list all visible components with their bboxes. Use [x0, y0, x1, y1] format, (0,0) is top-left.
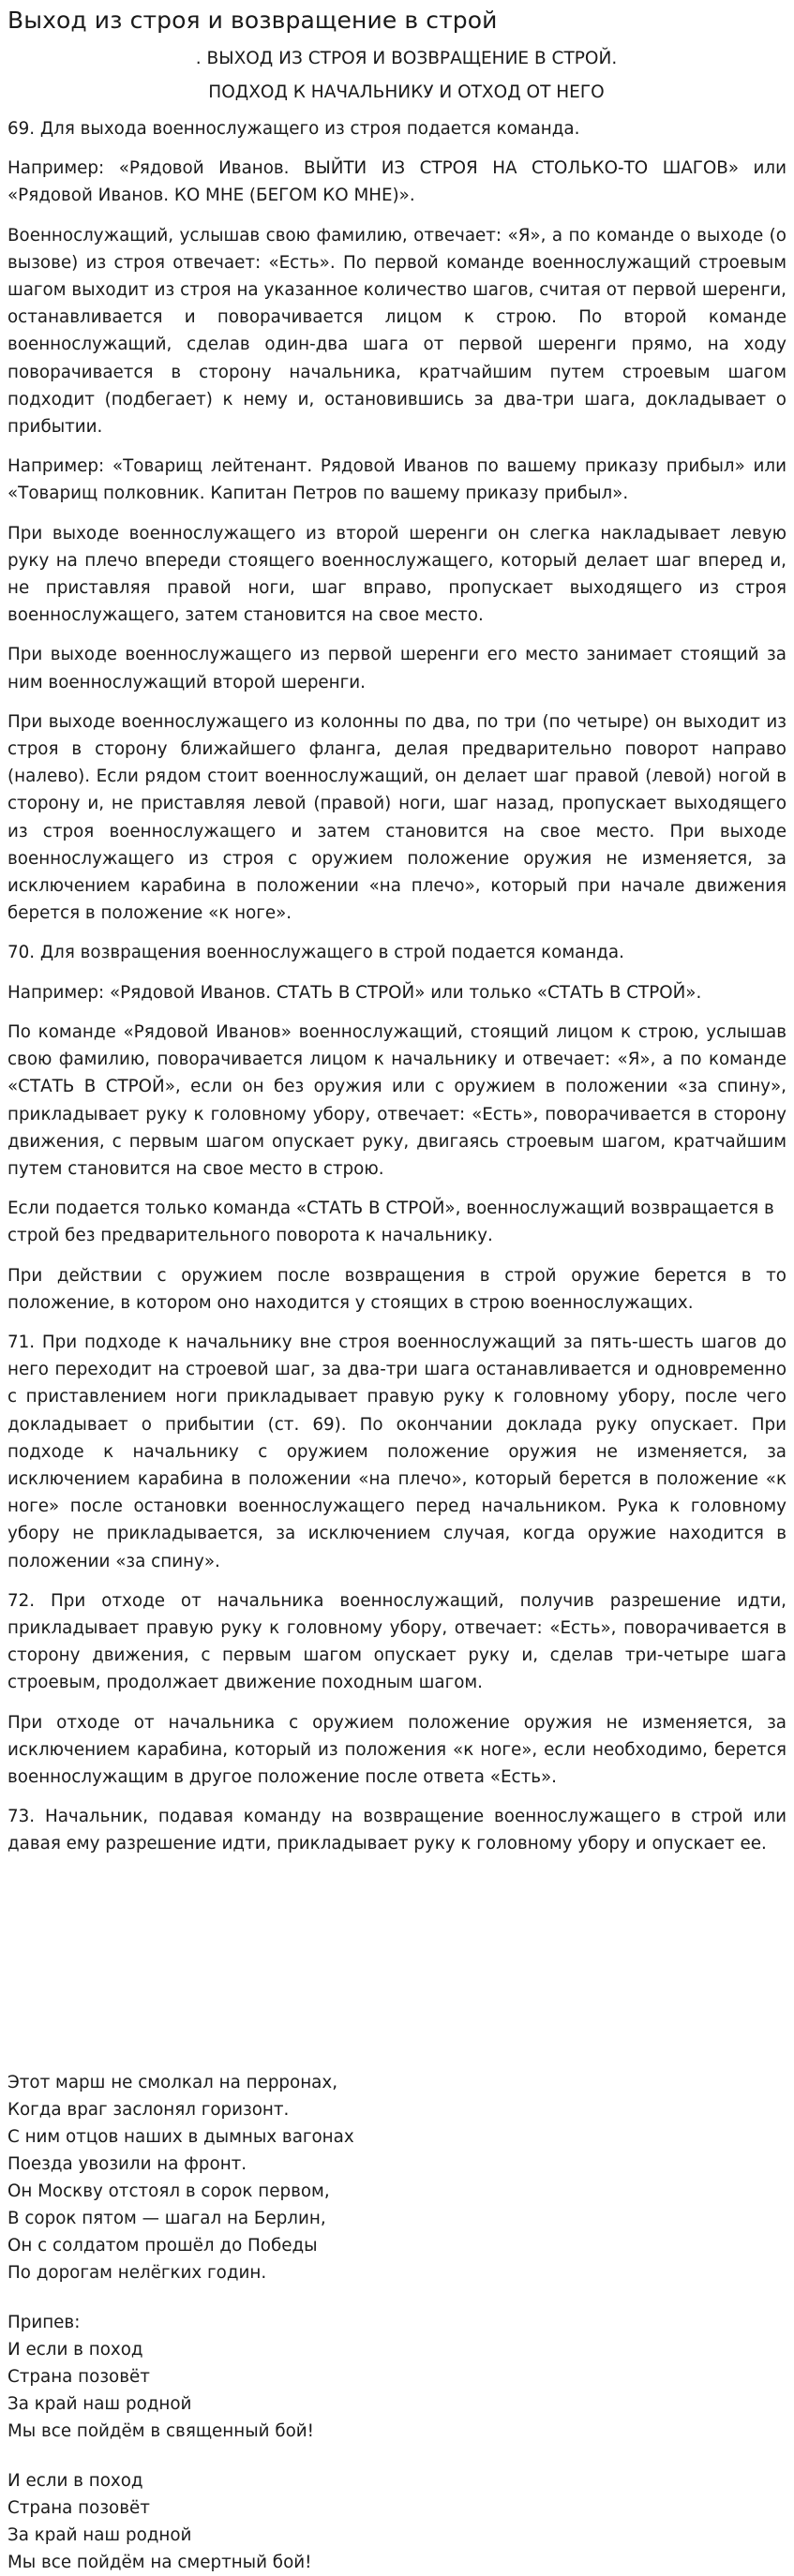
paragraph: При выходе военнослужащего из первой шеренги его место занимает стоящий за ним военнослужащий второй шеренги. — [7, 645, 787, 692]
lyric-line: За край наш родной — [7, 2393, 192, 2414]
lyric-line: И если в поход — [7, 2339, 143, 2360]
paragraph-69-intro: 69. Для выхода военнослужащего из строя подается команда. — [7, 119, 580, 139]
paragraph-example-3: Например: «Рядовой Иванов. СТАТЬ В СТРОЙ» или только «СТАТЬ В СТРОЙ». — [7, 982, 702, 1003]
lyric-line: Этот марш не смолкал на перронах, — [7, 2072, 338, 2092]
lyric-line: Страна позовёт — [7, 2366, 150, 2387]
paragraph-example-2: Например: «Товарищ лейтенант. Рядовой Иванов по вашему приказу прибыл» или «Товарищ полковник. Капитан Петров по вашему приказу прибыл». — [7, 456, 787, 504]
lyric-line: Он Москву отстоял в сорок первом, — [7, 2181, 330, 2201]
lyric-line: С ним отцов наших в дымных вагонах — [7, 2126, 354, 2147]
lyric-line: В сорок пятом — шагал на Берлин, — [7, 2208, 326, 2228]
paragraph: При действии с оружием после возвращения в строй оружие берется в то положение, в котором оно находится у стоящих в строю военнослужащих. — [7, 1265, 787, 1313]
lyric-line: Поезда увозили на фронт. — [7, 2153, 247, 2174]
lyric-line: По дорогам нелёгких годин. — [7, 2262, 267, 2283]
lyric-line: И если в поход — [7, 2470, 143, 2491]
paragraph: При отходе от начальника с оружием положение оружия не изменяется, за исключением карабина, который из положения «к ноге», если необходимо, берется военнослужащим в другое положение после ответа «Есть». — [7, 1712, 787, 1787]
lyric-line: Он с солдатом прошёл до Победы — [7, 2235, 318, 2256]
lyric-line: Страна позовёт — [7, 2497, 150, 2518]
paragraph: При выходе военнослужащего из колонны по два, по три (по четыре) он выходит из строя в сторону ближайшего фланга, делая предварительно поворот направо (налево). Если рядом стоит военнослужащий, он делает шаг правой (левой) ногой в сторону и, не приставляя левой (правой) ноги, шаг назад, пропускает выходящего из строя военнослужащего и затем становится на свое место. При выходе военнослужащего из строя с оружием положение оружия не изменяется, за исключением карабина в положении «на плечо», который при начале движения берется в положение «к ноге». — [7, 711, 787, 924]
chorus-label: Припев: — [7, 2312, 81, 2332]
document-body — [7, 115, 787, 1858]
paragraph-example-1: Например: «Рядовой Иванов. ВЫЙТИ ИЗ СТРОЯ НА СТОЛЬКО-ТО ШАГОВ» или «Рядовой Иванов. КО МНЕ (БЕГОМ КО МНЕ)». — [7, 158, 787, 206]
paragraph: При выходе военнослужащего из второй шеренги он слегка накладывает левую руку на плечо впереди стоящего военнослужащего, который делает шаг вперед и, не приставляя правой ноги, шаг вправо, пропускает выходящего из строя военнослужащего, затем становится на свое место. — [7, 523, 787, 626]
document-title: Выход из строя и возвращение в строй — [7, 7, 498, 34]
paragraph: Военнослужащий, услышав свою фамилию, отвечает: «Я», а по команде о выходе (о вызове) из строя отвечает: «Есть». По первой команде военнослужащий строевым шагом выходит из строя на указанное количество шагов, считая от первой шеренги, останавливается и поворачивается лицом к строю. По второй команде военнослужащий, сделав один-два шага от первой шеренги прямо, на ходу поворачивается в сторону начальника, кратчайшим путем строевым шагом подходит (подбегает) к нему и, остановившись за два-три шага, докладывает о прибытии. — [7, 225, 787, 438]
section-subheading-1: . ВЫХОД ИЗ СТРОЯ И ВОЗВРАЩЕНИЕ В СТРОЙ. — [195, 49, 618, 68]
paragraph: По команде «Рядовой Иванов» военнослужащий, стоящий лицом к строю, услышав свою фамилию, поворачивается лицом к начальнику и отвечает: «Я», а по команде «СТАТЬ В СТРОЙ», если он без оружия или с оружием в положении «за спину», прикладывает руку к головному убору, отвечает: «Есть», поворачивается в сторону движения, с первым шагом опускает руку, двигаясь строевым шагом, кратчайшим путем становится на свое место в строю. — [7, 1021, 787, 1179]
chorus-stanza-2 — [7, 2467, 787, 2576]
section-subheading-2: ПОДХОД К НАЧАЛЬНИКУ И ОТХОД ОТ НЕГО — [208, 82, 605, 102]
paragraph-73: 73. Начальник, подавая команду на возвращение военнослужащего в строй или давая ему разрешение идти, прикладывает руку к головному убору и опускает ее. — [7, 1807, 787, 1854]
blank-space — [7, 1870, 787, 2069]
chorus-stanza-1 — [7, 2309, 787, 2445]
lyric-line: Когда враг заслонял горизонт. — [7, 2099, 290, 2120]
lyric-line: Мы все пойдём на смертный бой! — [7, 2552, 312, 2572]
paragraph-72: 72. При отходе от начальника военнослужащий, получив разрешение идти, прикладывает правую руку к головному убору, отвечает: «Есть», поворачивается в сторону движения, с первым шагом опускает руку и, сделав три-четыре шага строевым, продолжает движение походным шагом. — [7, 1590, 787, 1693]
song-lyrics — [7, 2069, 787, 2576]
verse-stanza — [7, 2069, 787, 2286]
paragraph-70-intro: 70. Для возвращения военнослужащего в строй подается команда. — [7, 943, 624, 963]
lyric-line: Мы все пойдём в священный бой! — [7, 2420, 314, 2441]
paragraph-71: 71. При подходе к начальнику вне строя военнослужащий за пять-шесть шагов до него переходит на строевой шаг, за два-три шага останавливается и одновременно с приставлением ноги прикладывает правую руку к головному убору, после чего докладывает о прибытии (ст. 69). По окончании доклада руку опускает. При подходе к начальнику с оружием положение оружия не изменяется, за исключением карабина в положении «на плечо», который берется в положение «к ноге» после остановки военнослужащего перед начальником. Рука к головному убору не прикладывается, за исключением случая, когда оружие находится в положении «за спину». — [7, 1332, 787, 1571]
lyric-line: За край наш родной — [7, 2524, 192, 2545]
paragraph: Если подается только команда «СТАТЬ В СТРОЙ», военнослужащий возвращается в строй без предварительного поворота к начальнику. — [7, 1199, 774, 1246]
